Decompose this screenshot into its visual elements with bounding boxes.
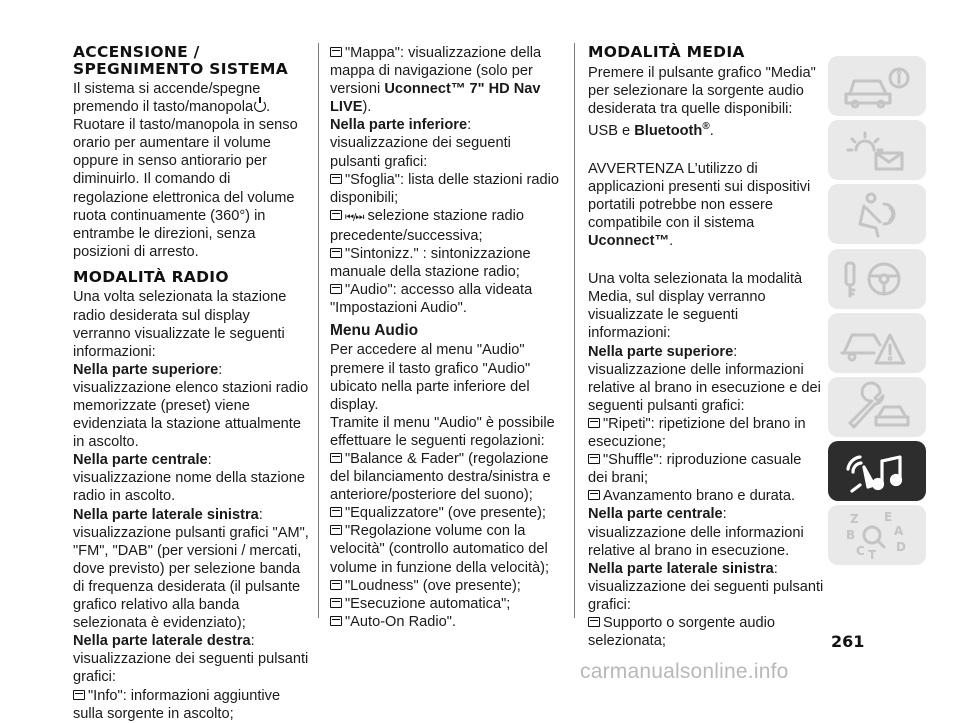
column-1 <box>73 44 309 723</box>
list-item: "Mappa": visualizzazione della mappa di navigazione (solo per versioni Uconnect™ 7" HD Nav LIVE). <box>330 45 542 116</box>
bullet-icon <box>330 248 342 258</box>
index-letter: T <box>868 548 877 563</box>
list-item: ⏮/⏭ selezione stazione radio precedente/successiva; <box>330 207 525 244</box>
tab-seat-airbag[interactable] <box>828 184 926 244</box>
bullet-icon <box>330 174 342 184</box>
tab-car-info[interactable] <box>828 56 926 116</box>
heading-media: MODALITÀ MEDIA <box>588 43 745 61</box>
column-divider-1 <box>318 43 319 618</box>
key-steering-wheel-icon <box>828 249 926 309</box>
wrench-car-icon <box>828 377 926 437</box>
bullet-icon <box>330 598 342 608</box>
column-2 <box>330 44 562 631</box>
paragraph-media-cent: Nella parte centrale: visualizzazione delle informazioni relative al brano in esecuzione. <box>588 506 804 559</box>
bullet-icon <box>73 690 85 700</box>
page-number: 261 <box>831 632 865 651</box>
list-item: "Regolazione volume con la velocità" (controllo automatico del volume in funzione della velocità); <box>330 523 550 576</box>
list-item: "Shuffle": riproduzione casuale dei brani; <box>588 452 802 487</box>
paragraph-accensione-1: Il sistema si accende/spegne premendo il tasto/manopola . <box>73 81 271 116</box>
paragraph-radio-inf: Nella parte inferiore: visualizzazione dei seguenti pulsanti grafici: <box>330 117 511 170</box>
list-item: Supporto o sorgente audio selezionata; <box>588 614 776 650</box>
paragraph-accensione-2: Ruotare il tasto/manopola in senso orario per aumentare il volume oppure in senso antiorario per diminuirlo. Il comando di regolazione elettronica del volume ruota continuamente (360°) in entrambe le direzioni, senza posizioni di arresto. <box>73 117 298 260</box>
tab-index[interactable] <box>828 505 926 565</box>
paragraph-media-sup: Nella parte superiore: visualizzazione delle informazioni relative al brano in esecuzione e dei seguenti pulsanti grafici: <box>588 343 821 414</box>
list-item: "Equalizzatore" (ove presente); <box>330 504 562 522</box>
bullet-icon <box>330 453 342 463</box>
index-letter: Z <box>850 512 859 527</box>
list-item: "Loudness" (ove presente); <box>330 577 562 595</box>
paragraph-radio-cent: Nella parte centrale: visualizzazione nome della stazione radio in ascolto. <box>73 452 306 505</box>
bullet-icon <box>330 210 342 220</box>
list-item: "Esecuzione automatica"; <box>330 595 562 613</box>
list-item: "Info": informazioni aggiuntive sulla sorgente in ascolto; <box>73 687 281 722</box>
power-knob-icon <box>254 100 266 112</box>
index-letter: A <box>894 524 904 539</box>
bullet-icon <box>588 490 600 500</box>
index-letter: B <box>846 528 856 543</box>
index-letter: D <box>896 540 906 555</box>
paragraph-menu-2: Tramite il menu "Audio" è possibile effettuare le seguenti regolazioni: <box>330 414 555 449</box>
list-item: "Balance & Fader" (regolazione del bilanciamento destra/sinistra e anteriore/posteriore del suono); <box>330 450 551 504</box>
seek-prev-next-icon: ⏮/⏭ <box>345 211 364 223</box>
paragraph-media-sx: Nella parte laterale sinistra: <box>588 560 778 577</box>
paragraph-menu-1: Per accedere al menu "Audio" premere il tasto grafico "Audio" ubicato nella parte inferiore del display. <box>330 342 531 413</box>
index-letters-icon <box>828 505 926 565</box>
paragraph-radio-intro: Una volta selezionata la stazione radio desiderata sul display verranno visualizzate le seguenti informazioni: <box>73 289 287 360</box>
heading-radio: MODALITÀ RADIO <box>73 267 229 286</box>
tab-wrench-car[interactable] <box>828 377 926 437</box>
paragraph-media-1: Premere il pulsante grafico "Media" per selezionare la sorgente audio desiderata tra quelle disponibili: USB e Bluetooth®. <box>588 64 816 139</box>
list-item: "Sintonizz." : sintonizzazione manuale della stazione radio; <box>330 246 531 281</box>
bullet-icon <box>330 580 342 590</box>
list-item: "Audio": accesso alla videata "Impostazioni Audio". <box>330 282 533 317</box>
chapter-tabs <box>828 56 926 570</box>
car-emergency-icon <box>828 313 926 373</box>
index-letter: C <box>856 544 865 559</box>
column-divider-2 <box>574 43 575 618</box>
tab-key-steering-wheel[interactable] <box>828 249 926 309</box>
seat-airbag-icon <box>828 184 926 244</box>
paragraph-avvertenza: AVVERTENZA L’utilizzo di applicazioni presenti sui dispositivi portatili potrebbe non essere compatibile con il sistema Uconnect™. <box>588 160 811 250</box>
column-3 <box>588 44 824 650</box>
bullet-icon <box>330 47 342 57</box>
paragraph-media-sx-2: visualizzazione dei seguenti pulsanti grafici: <box>588 578 824 613</box>
tab-car-emergency[interactable] <box>828 313 926 373</box>
bullet-icon <box>588 617 600 627</box>
car-info-icon <box>828 56 926 116</box>
paragraph-radio-dx: Nella parte laterale destra: visualizzazione dei seguenti pulsanti grafici: <box>73 633 309 686</box>
list-item: "Sfoglia": lista delle stazioni radio disponibili; <box>330 171 559 206</box>
bullet-icon <box>330 616 342 626</box>
list-item: "Auto-On Radio". <box>330 613 562 631</box>
tab-multimedia[interactable] <box>828 441 926 501</box>
list-item: Avanzamento brano e durata. <box>588 487 824 505</box>
tab-warning-lights[interactable] <box>828 120 926 180</box>
index-letter: E <box>884 510 893 525</box>
bullet-icon <box>330 507 342 517</box>
bullet-icon <box>330 525 342 535</box>
paragraph-radio-sup: Nella parte superiore: visualizzazione elenco stazioni radio memorizzate (preset) viene evidenziata la stazione attualmente in ascolto. <box>73 361 309 451</box>
paragraph-media-2: Una volta selezionata la modalità Media, sul display verranno visualizzate le seguenti informazioni: <box>588 271 803 342</box>
heading-accensione: ACCENSIONE / SPEGNIMENTO SISTEMA <box>73 43 289 78</box>
watermark: carmanualsonline.info <box>580 660 789 683</box>
list-item: "Ripeti": ripetizione del brano in esecuzione; <box>588 415 806 451</box>
bullet-icon <box>588 454 600 464</box>
paragraph-radio-sx: Nella parte laterale sinistra: visualizzazione pulsanti grafici "AM", "FM", "DAB" (per versioni / mercati, dove previsto) per selezione banda di frequenza desiderata (il pulsante grafico relativo alla banda selezionata è evidenziato); <box>73 506 309 632</box>
warning-lights-icon <box>828 120 926 180</box>
bullet-icon <box>588 418 600 428</box>
bullet-icon <box>330 284 342 294</box>
heading-menu-audio: Menu Audio <box>330 322 419 340</box>
multimedia-icon <box>828 441 926 501</box>
